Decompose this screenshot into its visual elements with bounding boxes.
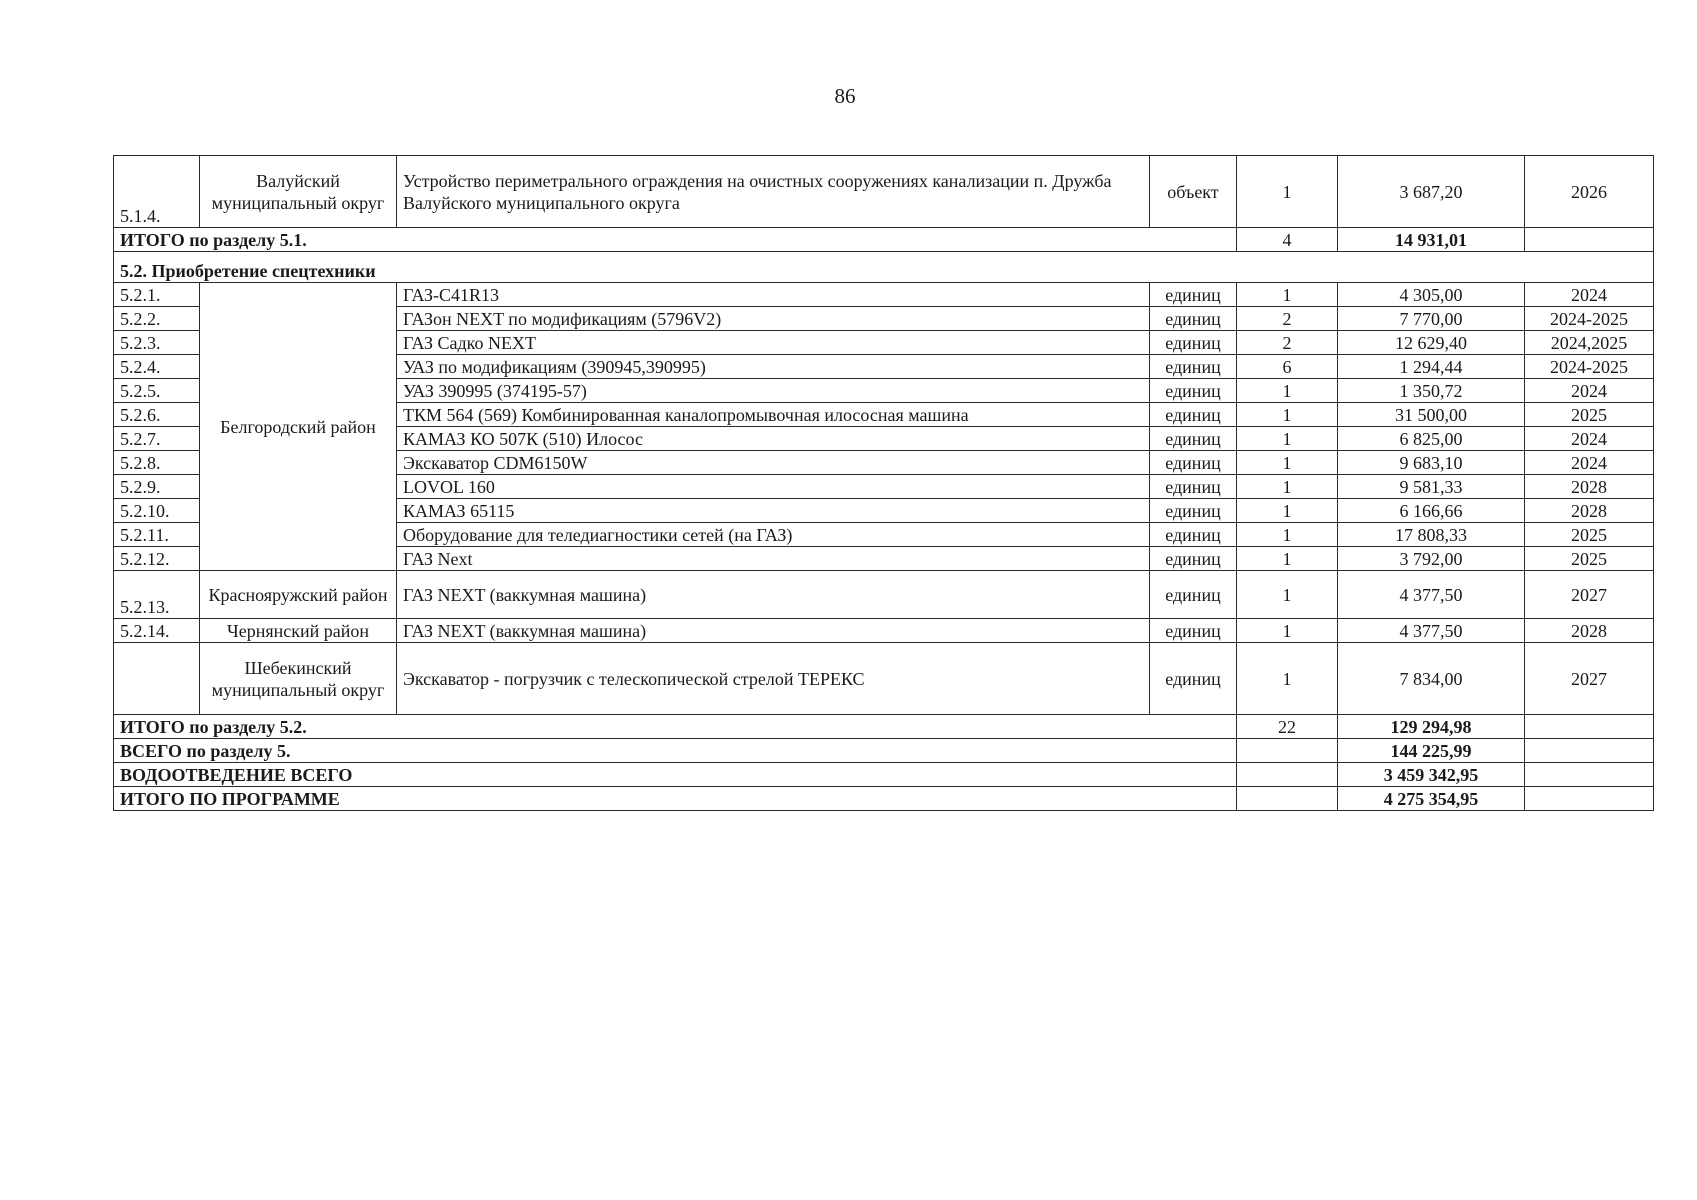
total-label: ИТОГО по разделу 5.1. — [114, 228, 1237, 252]
row-unit: единиц — [1150, 571, 1237, 619]
row-year: 2025 — [1525, 523, 1654, 547]
row-sum: 12 629,40 — [1338, 331, 1525, 355]
total-sum: 144 225,99 — [1338, 739, 1525, 763]
row-year: 2024-2025 — [1525, 355, 1654, 379]
row-name: Экскаватор - погрузчик с телескопической стрелой ТЕРЕКС — [397, 643, 1150, 715]
row-qty: 1 — [1237, 379, 1338, 403]
row-sum: 9 581,33 — [1338, 475, 1525, 499]
row-unit: объект — [1150, 156, 1237, 228]
row-name: ТКМ 564 (569) Комбинированная каналопромывочная илососная машина — [397, 403, 1150, 427]
total-year-empty — [1525, 228, 1654, 252]
row-year: 2025 — [1525, 547, 1654, 571]
row-year: 2025 — [1525, 403, 1654, 427]
row-name: ГАЗ-С41R13 — [397, 283, 1150, 307]
row-name: КАМАЗ КО 507К (510) Илосос — [397, 427, 1150, 451]
row-name: LOVOL 160 — [397, 475, 1150, 499]
total-year-empty — [1525, 763, 1654, 787]
row-unit: единиц — [1150, 523, 1237, 547]
total-qty-empty — [1237, 787, 1338, 811]
row-number: 5.2.6. — [114, 403, 200, 427]
row-year: 2024 — [1525, 427, 1654, 451]
table-row — [114, 283, 1654, 307]
row-sum: 3 792,00 — [1338, 547, 1525, 571]
row-unit: единиц — [1150, 427, 1237, 451]
row-sum: 6 825,00 — [1338, 427, 1525, 451]
row-qty: 1 — [1237, 619, 1338, 643]
row-number: 5.2.8. — [114, 451, 200, 475]
row-unit: единиц — [1150, 403, 1237, 427]
total-sum: 4 275 354,95 — [1338, 787, 1525, 811]
row-name: УАЗ 390995 (374195-57) — [397, 379, 1150, 403]
row-qty: 1 — [1237, 547, 1338, 571]
total-year-empty — [1525, 715, 1654, 739]
total-year-empty — [1525, 739, 1654, 763]
program-table — [113, 155, 1654, 811]
row-number: 5.2.10. — [114, 499, 200, 523]
row-name: ГАЗ Садко NEXT — [397, 331, 1150, 355]
section-title: 5.2. Приобретение спецтехники — [114, 252, 1654, 283]
row-qty: 1 — [1237, 523, 1338, 547]
row-unit: единиц — [1150, 547, 1237, 571]
row-qty: 1 — [1237, 156, 1338, 228]
row-sum: 4 377,50 — [1338, 571, 1525, 619]
row-year: 2027 — [1525, 643, 1654, 715]
row-name: Устройство периметрального ограждения на очистных сооружениях канализации п. Дружба Валуйского муниципального округа — [397, 156, 1150, 228]
row-sum: 7 770,00 — [1338, 307, 1525, 331]
table-row-shebekino — [114, 643, 1654, 715]
row-unit: единиц — [1150, 643, 1237, 715]
row-name: УАЗ по модификациям (390945,390995) — [397, 355, 1150, 379]
row-unit: единиц — [1150, 331, 1237, 355]
row-year: 2028 — [1525, 475, 1654, 499]
row-number: 5.2.7. — [114, 427, 200, 451]
row-sum: 3 687,20 — [1338, 156, 1525, 228]
total-label: ИТОГО по разделу 5.2. — [114, 715, 1237, 739]
total-label: ВОДООТВЕДЕНИЕ ВСЕГО — [114, 763, 1237, 787]
row-qty: 1 — [1237, 571, 1338, 619]
row-number: 5.2.1. — [114, 283, 200, 307]
total-row-program — [114, 787, 1654, 811]
total-row-5-2 — [114, 715, 1654, 739]
row-qty: 1 — [1237, 475, 1338, 499]
row-qty: 2 — [1237, 331, 1338, 355]
row-unit: единиц — [1150, 475, 1237, 499]
row-number: 5.2.12. — [114, 547, 200, 571]
row-sum: 4 305,00 — [1338, 283, 1525, 307]
row-number: 5.2.14. — [114, 619, 200, 643]
row-name: Экскаватор CDM6150W — [397, 451, 1150, 475]
row-name: Оборудование для теледиагностики сетей (на ГАЗ) — [397, 523, 1150, 547]
row-sum: 17 808,33 — [1338, 523, 1525, 547]
row-year: 2024-2025 — [1525, 307, 1654, 331]
row-qty: 1 — [1237, 643, 1338, 715]
total-row-5-1 — [114, 228, 1654, 252]
row-sum: 9 683,10 — [1338, 451, 1525, 475]
row-district: Шебекинский муниципальный округ — [200, 643, 397, 715]
row-district: Краснояружский район — [200, 571, 397, 619]
row-qty: 2 — [1237, 307, 1338, 331]
total-year-empty — [1525, 787, 1654, 811]
row-name: ГАЗ NEXT (ваккумная машина) — [397, 619, 1150, 643]
row-district: Чернянский район — [200, 619, 397, 643]
page-number: 86 — [834, 84, 856, 108]
row-number: 5.1.4. — [114, 156, 200, 228]
row-number — [114, 643, 200, 715]
row-year: 2024 — [1525, 379, 1654, 403]
row-year: 2028 — [1525, 499, 1654, 523]
row-qty: 1 — [1237, 499, 1338, 523]
row-unit: единиц — [1150, 307, 1237, 331]
total-qty-empty — [1237, 739, 1338, 763]
table-row-5-2-14 — [114, 619, 1654, 643]
row-unit: единиц — [1150, 619, 1237, 643]
row-number: 5.2.13. — [114, 571, 200, 619]
row-name: ГАЗ Next — [397, 547, 1150, 571]
row-sum: 7 834,00 — [1338, 643, 1525, 715]
row-year: 2028 — [1525, 619, 1654, 643]
table-row-5-1-4 — [114, 156, 1654, 228]
row-district: Белгородский район — [200, 283, 397, 571]
row-sum: 4 377,50 — [1338, 619, 1525, 643]
row-number: 5.2.11. — [114, 523, 200, 547]
row-number: 5.2.2. — [114, 307, 200, 331]
total-label: ВСЕГО по разделу 5. — [114, 739, 1237, 763]
row-qty: 1 — [1237, 451, 1338, 475]
row-district: Валуйский муниципальный округ — [200, 156, 397, 228]
total-sum: 14 931,01 — [1338, 228, 1525, 252]
table-row-5-2-13 — [114, 571, 1654, 619]
row-number: 5.2.3. — [114, 331, 200, 355]
total-sum: 3 459 342,95 — [1338, 763, 1525, 787]
row-sum: 1 350,72 — [1338, 379, 1525, 403]
row-year: 2024,2025 — [1525, 331, 1654, 355]
total-sum: 129 294,98 — [1338, 715, 1525, 739]
row-year: 2026 — [1525, 156, 1654, 228]
row-sum: 6 166,66 — [1338, 499, 1525, 523]
row-sum: 31 500,00 — [1338, 403, 1525, 427]
row-year: 2024 — [1525, 283, 1654, 307]
total-row-water — [114, 763, 1654, 787]
row-unit: единиц — [1150, 283, 1237, 307]
row-qty: 1 — [1237, 427, 1338, 451]
row-qty: 6 — [1237, 355, 1338, 379]
total-qty: 22 — [1237, 715, 1338, 739]
total-row-5 — [114, 739, 1654, 763]
row-number: 5.2.5. — [114, 379, 200, 403]
total-qty-empty — [1237, 763, 1338, 787]
row-unit: единиц — [1150, 379, 1237, 403]
row-name: КАМАЗ 65115 — [397, 499, 1150, 523]
row-sum: 1 294,44 — [1338, 355, 1525, 379]
row-qty: 1 — [1237, 283, 1338, 307]
row-unit: единиц — [1150, 499, 1237, 523]
row-unit: единиц — [1150, 355, 1237, 379]
total-qty: 4 — [1237, 228, 1338, 252]
row-year: 2027 — [1525, 571, 1654, 619]
section-header-5-2 — [114, 252, 1654, 283]
total-label: ИТОГО ПО ПРОГРАММЕ — [114, 787, 1237, 811]
row-number: 5.2.9. — [114, 475, 200, 499]
row-number: 5.2.4. — [114, 355, 200, 379]
row-qty: 1 — [1237, 403, 1338, 427]
row-unit: единиц — [1150, 451, 1237, 475]
row-name: ГАЗ NEXT (ваккумная машина) — [397, 571, 1150, 619]
row-year: 2024 — [1525, 451, 1654, 475]
row-name: ГАЗон NEXT по модификациям (5796V2) — [397, 307, 1150, 331]
